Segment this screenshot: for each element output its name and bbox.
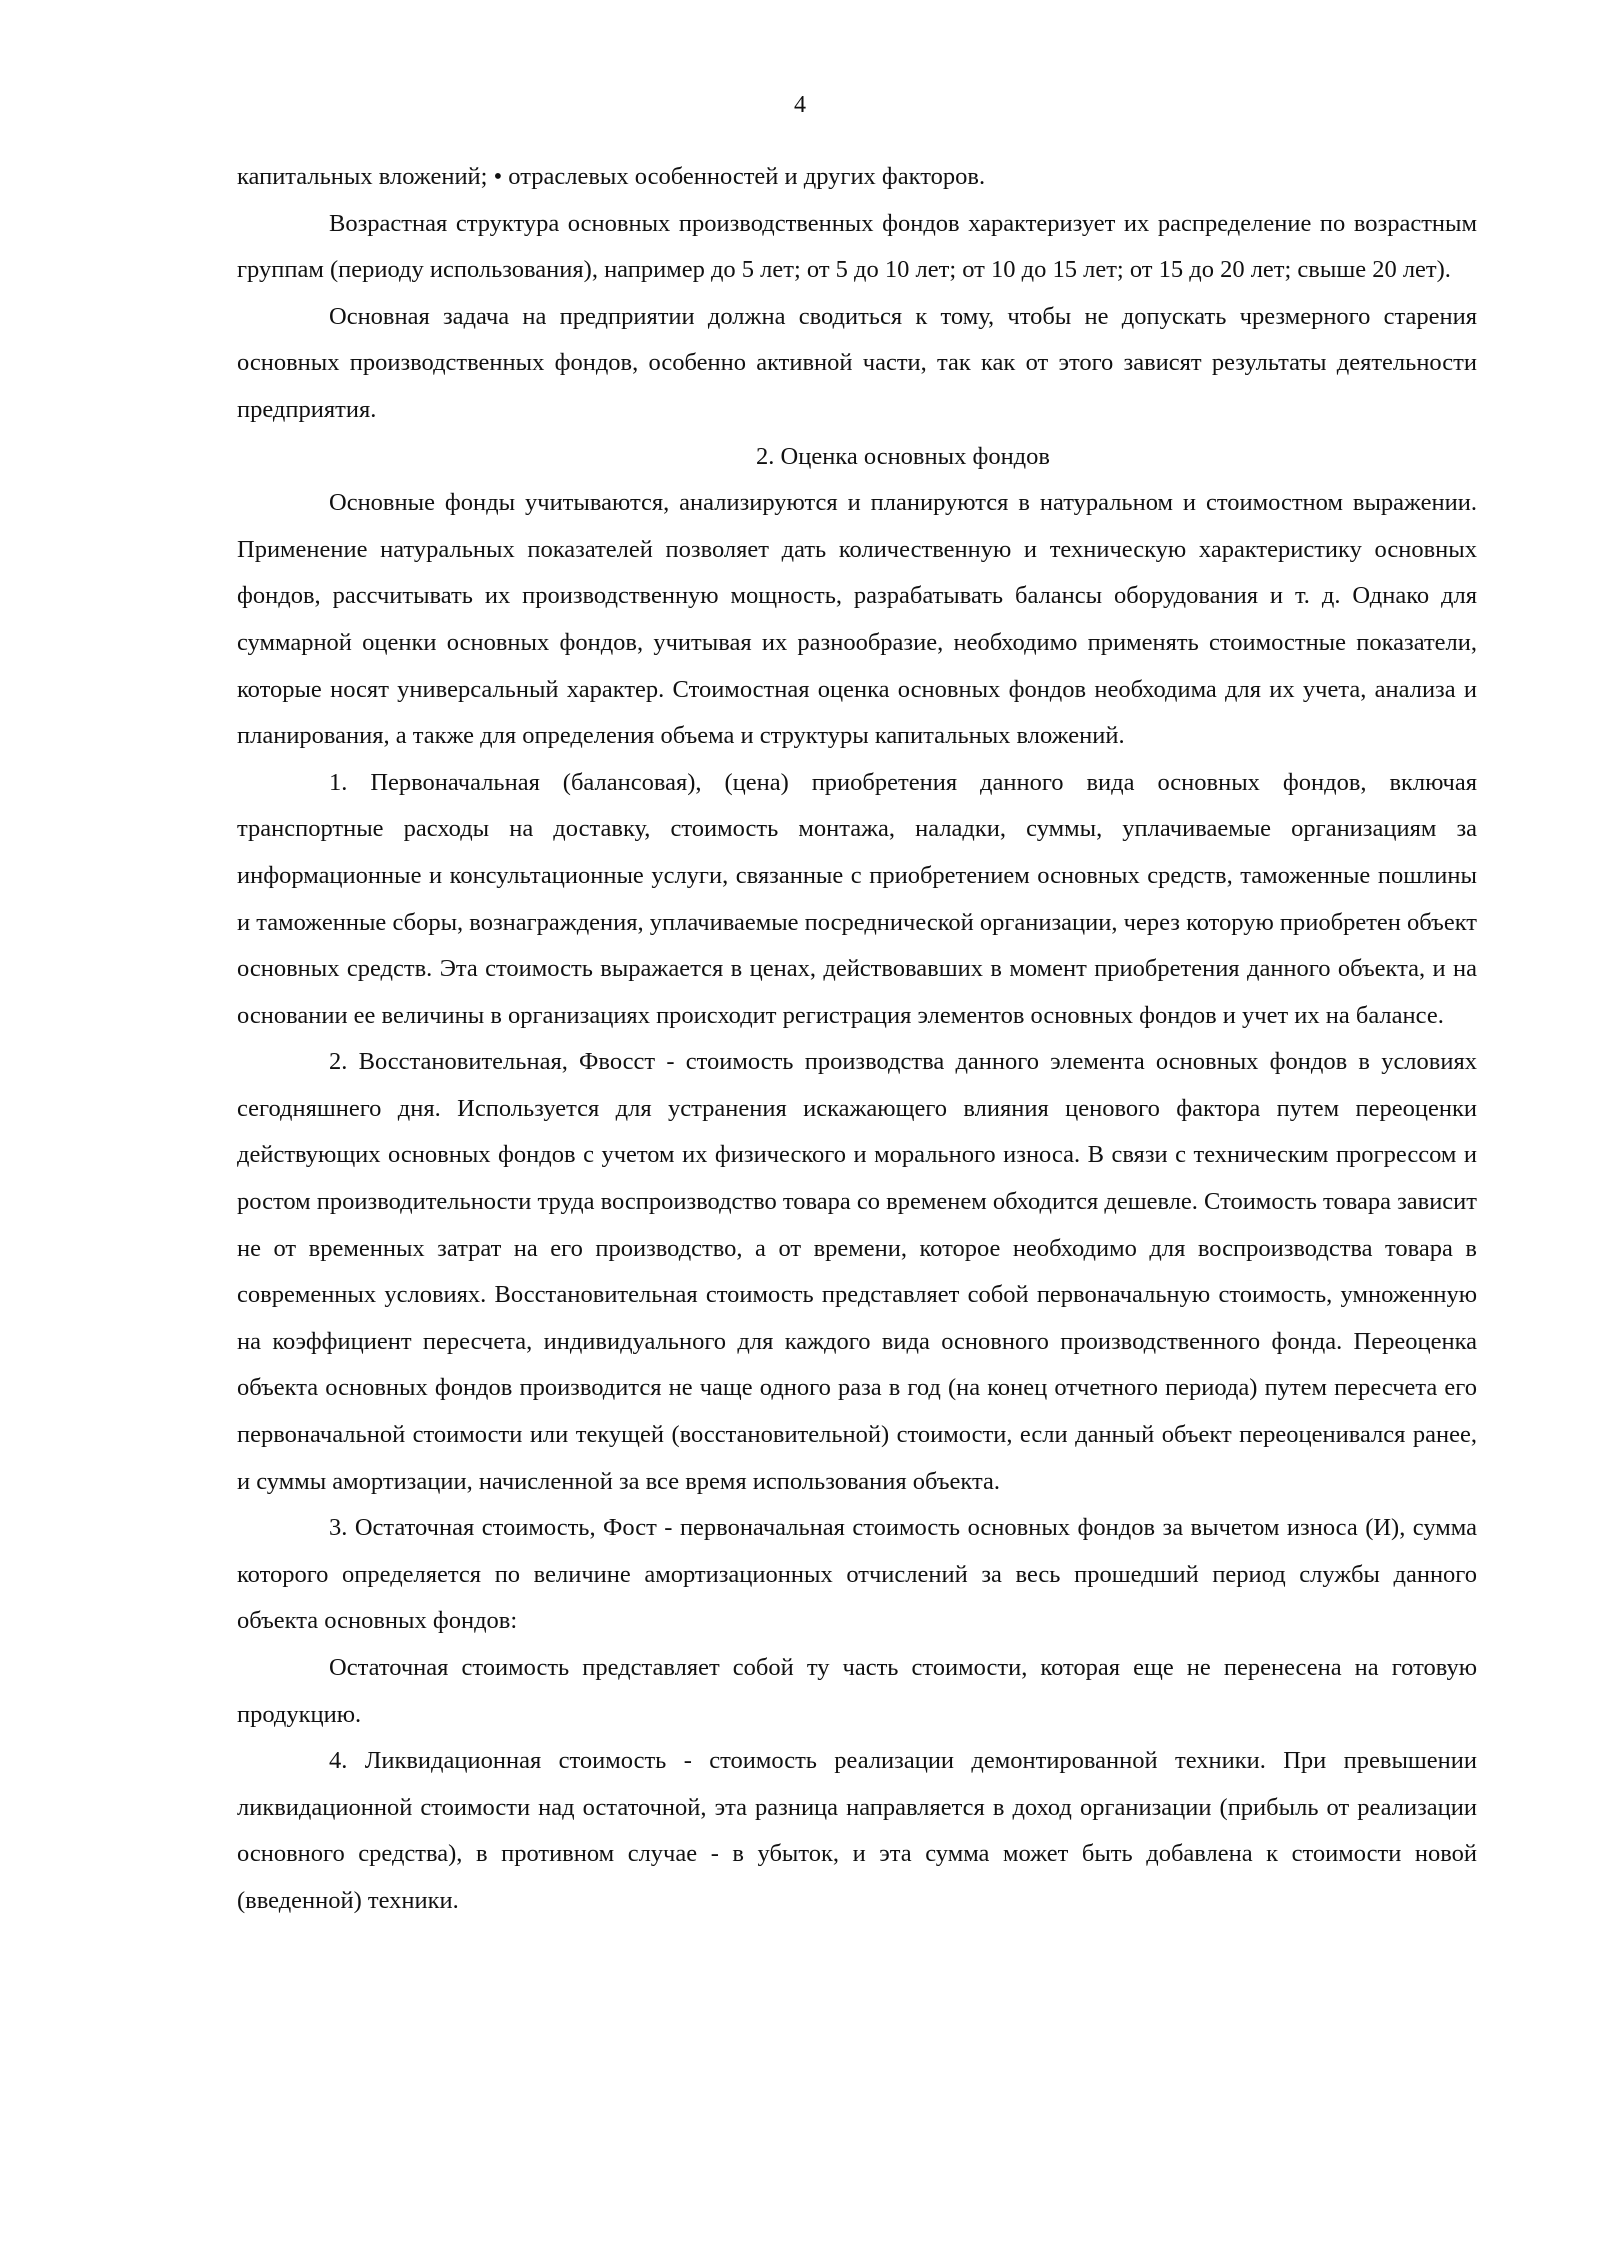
paragraph: 1. Первоначальная (балансовая), (цена) приобретения данного вида основных фондов, включая транспортные расходы на доставку, стоимость монтажа, наладки, суммы, уплачиваемые организациям за информационные и консультационные услуги, связанные с приобретением основных средств, таможенные пошлины и таможенные сборы, вознаграждения, уплачиваемые посреднической организации, через которую приобретен объект основных средств. Эта стоимость выражается в ценах, действовавших в момент приобретения данного объекта, и на основании ее величины в организациях происходит регистрация элементов основных фондов и учет их на балансе. [237,768,1477,1029]
paragraph: Остаточная стоимость представляет собой ту часть стоимости, которая еще не перенесена на готовую продукцию. [237,1654,1477,1728]
page-number: 4 [794,92,806,118]
paragraph: 3. Остаточная стоимость, Фост - первоначальная стоимость основных фондов за вычетом износа (И), сумма которого определяется по величине амортизационных отчислений за весь прошедший период службы данного объекта основных фондов: [237,1514,1477,1635]
paragraph: Возрастная структура основных производственных фондов характеризует их распределение по возрастным группам (периоду использования), например до 5 лет; от 5 до 10 лет; от 10 до 15 лет; от 15 до 20 лет; свыше 20 лет). [237,209,1477,284]
paragraph: 2. Восстановительная, Фвосст - стоимость производства данного элемента основных фондов в условиях сегодняшнего дня. Используется для устранения искажающего влияния ценового фактора путем переоценки действующих основных фондов с учетом их физического и морального износа. В связи с техническим прогрессом и ростом производительности труда воспроизводство товара со временем обходится дешевле. Стоимость товара зависит не от временных затрат на его производство, а от времени, которое необходимо для воспроизводства товара в современных условиях. Восстановительная стоимость представляет собой первоначальную стоимость, умноженную на коэффициент пересчета, индивидуального для каждого вида основного производственного фонда. Переоценка объекта основных фондов производится не чаще одного раза в год (на конец отчетного периода) путем пересчета его первоначальной стоимости или текущей (восстановительной) стоимости, если данный объект переоценивался ранее, и суммы амортизации, начисленной за все время использования объекта. [237,1048,1477,1495]
paragraph: капитальных вложений; • отраслевых особенностей и других факторов. [237,163,986,190]
section-heading: 2. Оценка основных фондов [756,442,1050,470]
paragraph: Основная задача на предприятии должна сводиться к тому, чтобы не допускать чрезмерного старения основных производственных фондов, особенно активной части, так как от этого зависят результаты деятельности предприятия. [237,302,1477,423]
paragraph: 4. Ликвидационная стоимость - стоимость реализации демонтированной техники. При превышении ликвидационной стоимости над остаточной, эта разница направляется в доход организации (прибыль от реализации основного средства), в противном случае - в убыток, и эта сумма может быть добавлена к стоимости новой (введенной) техники. [237,1747,1477,1914]
paragraph: Основные фонды учитываются, анализируются и планируются в натуральном и стоимостном выражении. Применение натуральных показателей позволяет дать количественную и техническую характеристику основных фондов, рассчитывать их производственную мощность, разрабатывать балансы оборудования и т. д. Однако для суммарной оценки основных фондов, учитывая их разнообразие, необходимо применять стоимостные показатели, которые носят универсальный характер. Стоимостная оценка основных фондов необходима для их учета, анализа и планирования, а также для определения объема и структуры капитальных вложений. [237,489,1477,750]
document-body [237,154,1477,1925]
